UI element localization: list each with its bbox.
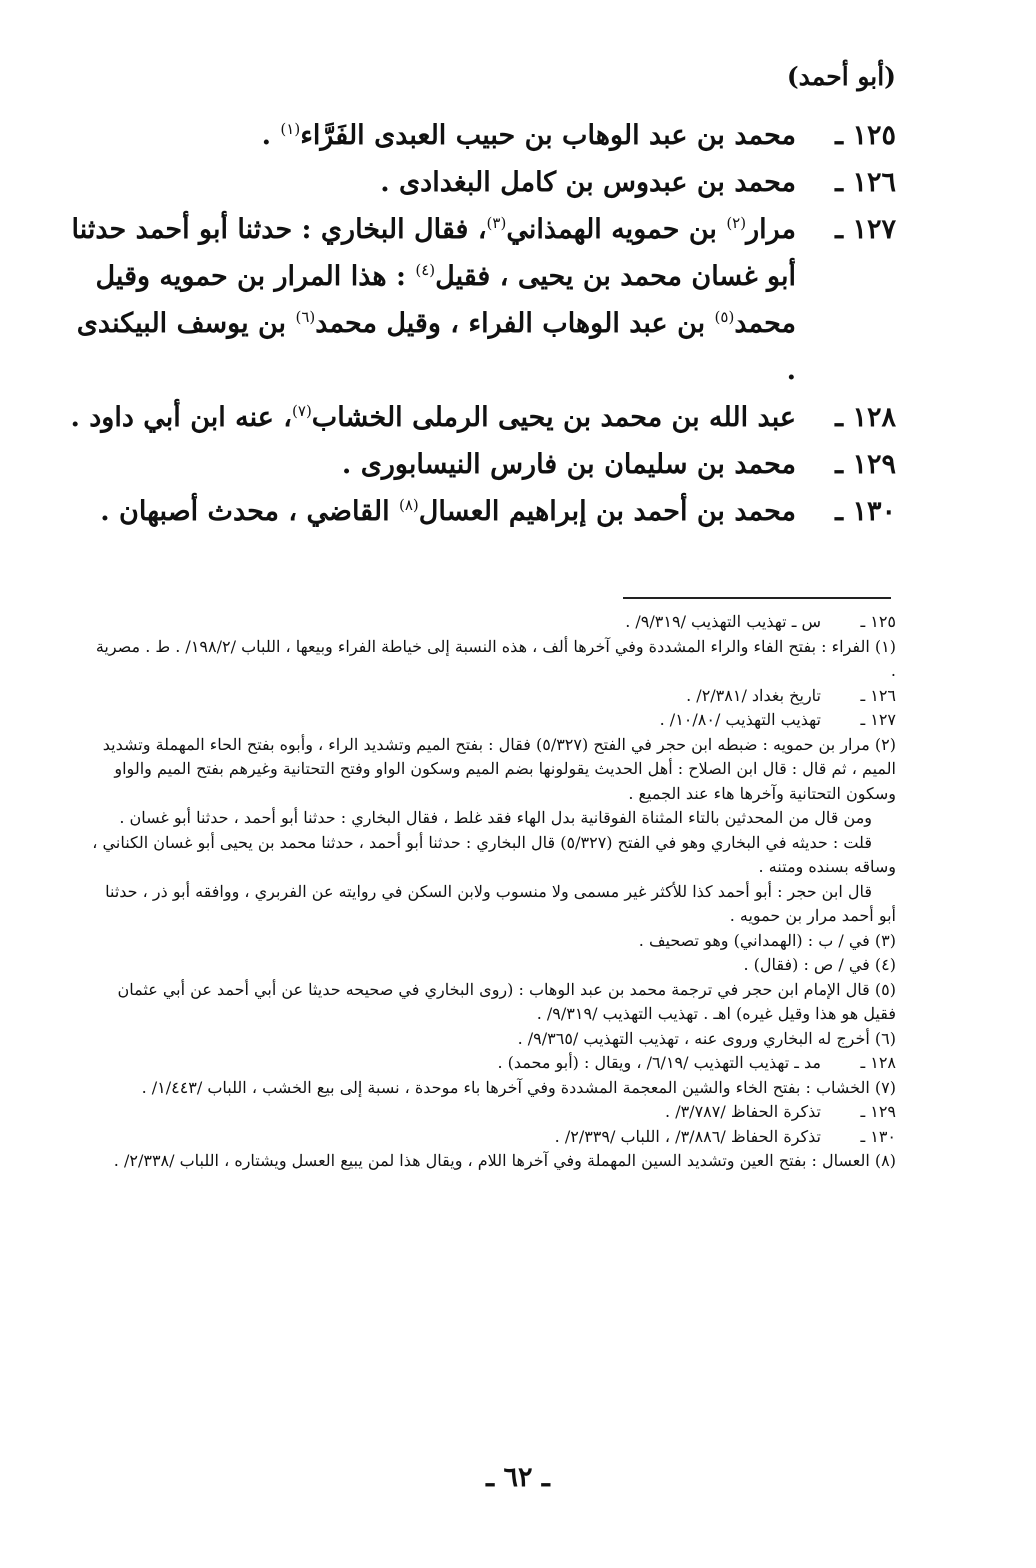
footnote-text: (٣) في / ب : (الهمداني) وهو تصحيف .: [638, 930, 896, 950]
entry-text-part: بن عبد الوهاب الفراء ، وقيل محمد: [315, 308, 715, 339]
footnote-entry-number: ١٢٥ ـ: [860, 612, 896, 631]
entry-text: [66, 159, 796, 206]
footnote-text: (٥) قال الإمام ابن حجر في ترجمة محمد بن عبد الوهاب : (روى البخاري في صحيحه حديثا عن أبي أحمد عن أبي عثمان فقيل هو هذا وقيل غيره) اهـ . تهذيب التهذيب /٩/٣١٩/ .: [117, 979, 896, 1023]
footnote-marker: (٨): [398, 496, 419, 514]
footnote-row: [86, 684, 896, 709]
footnote-row: [86, 880, 896, 929]
footnote-entry-number: ١٢٦ ـ: [860, 685, 896, 705]
entry-text-part: محمد بن عبد الوهاب بن حبيب العبدى الفَرَّاء: [300, 120, 796, 151]
entry-number: ١٣٠ ـ: [835, 496, 896, 527]
footnote-text: تذكرة الحفاظ /٣/٨٨٦/ ، اللباب /٢/٣٣٩/ .: [554, 1126, 821, 1146]
footnote-row: [86, 1076, 896, 1101]
footnote-row: [86, 610, 896, 635]
footnote-marker: (٥): [714, 308, 735, 326]
footnote-row: [86, 953, 896, 978]
footnote-row: [86, 1051, 896, 1076]
footnote-entry-number: ١٢٩ ـ: [860, 1102, 896, 1121]
entry-row: [66, 394, 896, 441]
entry-text: [66, 394, 796, 441]
entry-text-part: محمد بن أحمد بن إبراهيم العسال: [418, 496, 796, 527]
entry-text: [66, 488, 796, 535]
entry-text-part: القاضي ، محدث أصبهان .: [100, 496, 399, 527]
footnote-text: تهذيب التهذيب /١٠/٨٠/ .: [659, 710, 821, 729]
footnote-text: (٧) الخشاب : بفتح الخاء والشين المعجمة المشددة وفي آخرها باء موحدة ، نسبة إلى بيع الخشب ، اللباب /١/٤٤٣/ .: [141, 1077, 896, 1097]
footnote-text: (٤) في / ص : (فقال) .: [743, 955, 896, 974]
footnote-separator: [623, 597, 891, 599]
footnote-text: س ـ تهذيب التهذيب /٩/٣١٩/ .: [625, 612, 821, 631]
entry-row: [66, 441, 896, 488]
footnote-row: [86, 1125, 896, 1150]
entry-number: ١٢٥ ـ: [835, 120, 896, 151]
footnote-entry-number: ١٣٠ ـ: [860, 1126, 896, 1146]
page-number: ـ ٦٢ ـ: [486, 1462, 550, 1493]
footnote-text: تذكرة الحفاظ /٣/٧٨٧/ .: [665, 1102, 821, 1121]
entries-list: [66, 112, 896, 535]
entry-number: ١٢٨ ـ: [835, 402, 896, 433]
entry-text-part: ، عنه ابن أبي داود .: [70, 402, 293, 433]
footnote-entry-number: ١٢٧ ـ: [860, 710, 896, 729]
entry-number: ١٢٧ ـ: [835, 214, 896, 245]
footnote-marker: (١): [280, 120, 301, 138]
entry-text-part: : هذا المرار بن حمويه وقيل محمد: [95, 261, 796, 339]
footnote-text: (٨) العسال : بفتح العين وتشديد السين المهملة وفي آخرها اللام ، ويقال هذا لمن يبيع العسل ويشتاره ، اللباب /٢/٣٣٨/ .: [113, 1151, 896, 1170]
entry-text-part: ، فقال البخاري : حدثنا أبو أحمد حدثنا أبو غسان محمد بن يحيى ، فقيل: [71, 214, 796, 292]
footnote-row: [86, 708, 896, 733]
footnote-text: (٢) مرار بن حمويه : ضبطه ابن حجر في الفتح (٥/٣٢٧) فقال : بفتح الميم وتشديد الراء ، وأبوه بفتح الحاء المهملة وتشديد الميم ، ثم قال : قال ابن الصلاح : أهل الحديث يقولونها بضم الميم وسكون الواو وفتح التحتانية وغيرهم بفتح الميم والواو وسكون التحتانية وآخرها هاء عند الجميع .: [102, 734, 896, 803]
footnote-row: [86, 635, 896, 684]
footnote-text: قال ابن حجر : أبو أحمد كذا للأكثر غير مسمى ولا منسوب ولابن السكن في روايته عن الفربري ، ووافقه أبو ذر ، حدثنا أبو أحمد مرار بن حمويه .: [105, 881, 896, 925]
entry-text-part: عبد الله بن محمد بن يحيى الرملى الخشاب: [311, 402, 796, 433]
footnote-row: [86, 929, 896, 954]
footnote-row: [86, 978, 896, 1027]
entry-text: [66, 441, 796, 488]
entry-text-part: بن حمويه الهمذاني: [506, 214, 727, 245]
footnote-row: [86, 1027, 896, 1052]
footnote-text: ومن قال من المحدثين بالتاء المثناة الفوقانية بدل الهاء فقد غلط ، فقال البخاري : حدثنا أبو أحمد ، حدثنا أبو غسان .: [119, 808, 872, 827]
footnote-marker: (٧): [292, 402, 312, 420]
footnote-text: (١) الفراء : بفتح الفاء والراء المشددة وفي آخرها ألف ، هذه النسبة إلى خياطة الفراء وبيعها ، اللباب /١٩٨/٢/ . ط . مصرية .: [95, 636, 896, 680]
entry-number: ١٢٩ ـ: [835, 449, 896, 480]
entry-number: ١٢٦ ـ: [835, 167, 896, 198]
footnote-marker: (٤): [415, 261, 436, 279]
entry-row: [66, 112, 896, 159]
entry-row: [66, 206, 896, 394]
entry-row: [66, 488, 896, 535]
footnote-marker: (٦): [295, 308, 316, 326]
entry-text-part: محمد بن سليمان بن فارس النيسابورى .: [341, 449, 796, 480]
entry-text-part: .: [261, 120, 281, 151]
footnote-row: [86, 1100, 896, 1125]
entry-text: [66, 112, 796, 159]
footnotes-list: [86, 610, 896, 1174]
footnote-text: تاريخ بغداد /٢/٣٨١/ .: [686, 685, 821, 705]
entry-text-part: مرار: [746, 214, 796, 245]
entry-text: [66, 206, 796, 394]
entry-text-part: محمد بن عبدوس بن كامل البغدادى .: [380, 167, 796, 198]
entry-text-part: بن يوسف البيكندى .: [76, 308, 796, 386]
footnote-marker: (٢): [726, 214, 747, 232]
footnote-row: [86, 1149, 896, 1174]
entry-row: [66, 159, 896, 206]
footnote-row: [86, 733, 896, 807]
running-header: (أبو أحمد): [786, 62, 896, 91]
footnote-marker: (٣): [486, 214, 507, 232]
footnote-text: مد ـ تهذيب التهذيب /٦/١٩/ ، ويقال : (أبو محمد) .: [497, 1053, 821, 1072]
footnote-text: قلت : حديثه في البخاري وهو في الفتح (٥/٣٢٧) قال البخاري : حدثنا أبو أحمد ، حدثنا محمد بن يحيى أبو غسان الكناني ، وساقه بسنده ومتنه .: [92, 832, 896, 876]
footnote-row: [86, 806, 896, 831]
footnote-entry-number: ١٢٨ ـ: [860, 1053, 896, 1072]
footnote-row: [86, 831, 896, 880]
footnote-text: (٦) أخرج له البخاري وروى عنه ، تهذيب التهذيب /٩/٣٦٥/ .: [517, 1028, 896, 1048]
